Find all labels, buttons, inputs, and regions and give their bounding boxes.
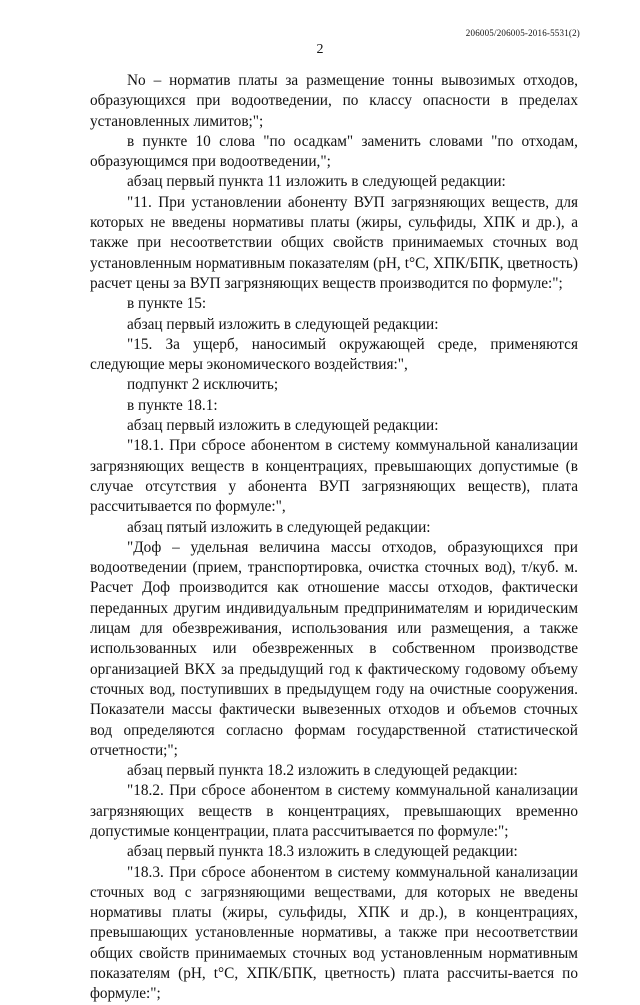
paragraph-item-18-2-text: "18.2. При сбросе абонентом в систему коммунальной канализации загрязняющих веществ в концентрациях, превышающих временно допустимые концентрации, плата рассчитывается по формуле:";	[90, 782, 578, 840]
paragraph-item-18-3-intro: абзац первый пункта 18.3 изложить в следующей редакции:	[127, 843, 518, 861]
paragraph-item-15-intro: абзац первый изложить в следующей редакции:	[127, 315, 439, 333]
paragraph-item-11-intro: абзац первый пункта 11 изложить в следующей редакции:	[127, 173, 506, 191]
paragraph-item-11-text: "11. При установлении абоненту ВУП загрязняющих веществ, для которых не введены нормативы платы (жиры, сульфиды, ХПК и др.), а также при несоответствии общих свойств принимаемых сточных вод установленным нормативным показателям (pH, t°C, ХПК/БПК, цветность) расчет цены за ВУП загрязняющих веществ производится по формуле:";	[90, 193, 578, 292]
document-id: 206005/206005-2016-5531(2)	[465, 28, 580, 38]
document-body	[90, 71, 578, 1005]
paragraph-item-10: в пункте 10 слова "по осадкам" заменить словами "по отходам, образующимся при водоотведении,";	[90, 132, 578, 171]
paragraph-item-15: в пункте 15:	[127, 295, 207, 313]
page-number: 2	[316, 42, 324, 57]
paragraph-subitem-2: подпункт 2 исключить;	[127, 376, 279, 394]
paragraph-item-18-2-intro: абзац первый пункта 18.2 изложить в следующей редакции:	[127, 762, 518, 780]
paragraph-item-15-text: "15. За ущерб, наносимый окружающей среде, применяются следующие меры экономического воздействия:",	[90, 335, 578, 374]
paragraph-norm-definition: Nо – норматив платы за размещение тонны вывозимых отходов, образующихся при водоотведении, по классу опасности в пределах установленных лимитов;";	[90, 72, 578, 130]
paragraph-item-18-3-text: "18.3. При сбросе абонентом в систему коммунальной канализации сточных вод с загрязняющими веществами, для которых не введены нормативы платы (жиры, сульфиды, ХПК и др.), в концентрациях, превышающих установленные нормативы, а также при несоответствии общих свойств принимаемых сточных вод установленным нормативным показателям (pH, t°C, ХПК/БПК, цветность) плата рассчиты-вается по формуле:";	[90, 863, 578, 1003]
paragraph-fifth-intro: абзац пятый изложить в следующей редакции:	[127, 518, 431, 536]
paragraph-item-18-1: в пункте 18.1:	[127, 396, 218, 414]
paragraph-item-18-1-text: "18.1. При сбросе абонентом в систему коммунальной канализации загрязняющих веществ в концентрациях, превышающих допустимые (в случае отсутствия у абонента ВУП загрязняющих веществ), плата рассчитывается по формуле:",	[90, 437, 578, 516]
paragraph-item-18-1-intro: абзац первый изложить в следующей редакции:	[127, 417, 439, 435]
paragraph-dof-definition: "Доф – удельная величина массы отходов, образующихся при водоотведении (прием, транспортировка, очистка сточных вод), т/куб. м. Расчет Доф производится как отношение массы отходов, фактически переданных другим индивидуальным предпринимателям и юридическим лицам для обезвреживания, использования или размещения, а также использованных или обезвреженных в собственном производстве организацией ВКХ за предыдущий год к фактическому годовому объему сточных вод, поступивших в предыдущем году на очистные сооружения. Показатели массы фактически вывезенных отходов и объемов сточных вод определяются согласно формам государственной статистической отчетности;";	[90, 538, 578, 759]
